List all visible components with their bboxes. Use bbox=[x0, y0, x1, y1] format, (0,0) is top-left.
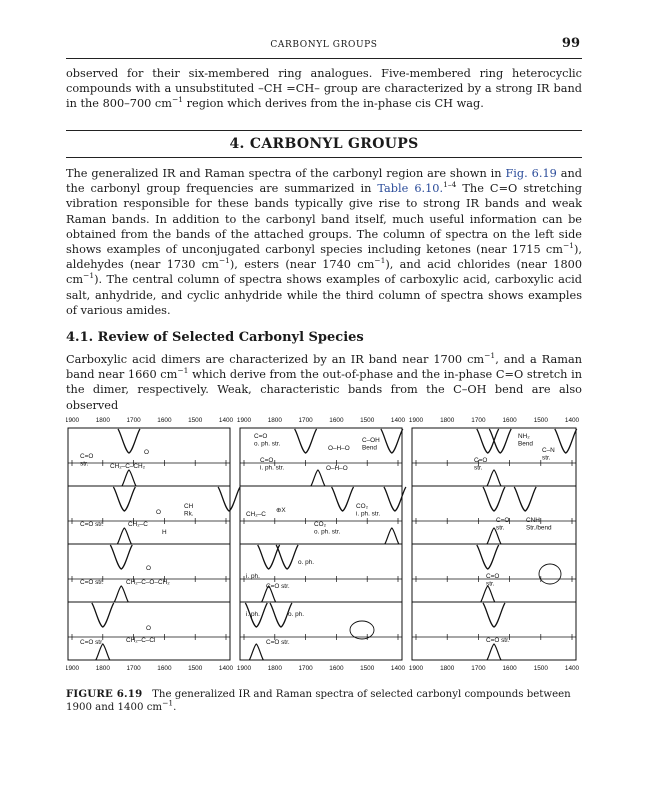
top-tick-label: 1900 bbox=[66, 417, 80, 424]
ir-band bbox=[381, 429, 403, 453]
subsection-title: 4.1. Review of Selected Carbonyl Species bbox=[66, 330, 364, 345]
top-tick-label: 1400 bbox=[390, 417, 406, 424]
ir-band bbox=[483, 603, 505, 627]
cyclic-anhydride-iph: i. ph. bbox=[246, 611, 260, 618]
top-tick-label: 1800 bbox=[440, 417, 455, 424]
bottom-tick-label: 1400 bbox=[390, 665, 406, 672]
top-tick-label: 1700 bbox=[471, 417, 486, 424]
bottom-tick-label: 1400 bbox=[564, 665, 580, 672]
top-tick-label: 1700 bbox=[126, 417, 141, 424]
ir-band bbox=[276, 545, 298, 569]
ir-band bbox=[218, 487, 240, 511]
acid-co-iph: i. ph. str. bbox=[260, 464, 285, 472]
acid-chloride-label: C=O str. bbox=[80, 639, 104, 646]
anhydride-oph: o. ph. bbox=[298, 559, 314, 566]
aldehyde-label: C=O str. bbox=[80, 521, 104, 528]
bottom-tick-label: 1700 bbox=[126, 665, 141, 672]
raman-band bbox=[481, 586, 495, 602]
amide1-nh2-label: Bend bbox=[518, 440, 533, 448]
bottom-tick-label: 1500 bbox=[360, 665, 375, 672]
amide2-cnh-label: Str./bend bbox=[526, 524, 552, 532]
acid-co-oph: C=O bbox=[254, 433, 268, 440]
ester-o: O bbox=[146, 565, 151, 572]
ir-band bbox=[483, 487, 505, 511]
amide1-co-label: str. bbox=[474, 464, 483, 472]
acid-dimer-bot: O–H–O bbox=[326, 465, 348, 472]
carbonyl-paragraph: The generalized IR and Raman spectra of the carbonyl region are shown in Fig. 6.19 and the carbonyl group frequencies are summarized in Table 6.10.$^{1-4}$ The C=O stretching vibration responsible for these bands typically give rise to strong IR bands and weak Raman bands. In addition to the carbonyl band itself, much useful information can be obtained from the bands of the attached groups. The column of spectra on the left side shows examples of unconjugated carbonyl species including ketones (near 1715 $cm^{-1}$), aldehydes (near 1730 $cm^{-1}$), esters (near 1740 $cm^{-1}$), and acid chlorides (near 1800 $cm^{-1}$). The central column of spectra shows examples of carboxylic acid, carboxylic acid salt, anhydride, and cyclic anhydride while the third column of spectra shows examples of various amides. bbox=[66, 167, 583, 317]
amide3-co-label: C=O str. bbox=[486, 637, 510, 644]
figure-6-19 bbox=[66, 414, 582, 678]
ketone-label: str. bbox=[80, 460, 89, 468]
acid-co-iph: C=O bbox=[260, 457, 274, 464]
aldehyde-h: H bbox=[162, 529, 167, 536]
cyclic-anhydride-co: C=O str. bbox=[266, 639, 290, 646]
amide1-nh2-label: NH₂ bbox=[518, 433, 530, 440]
top-tick-label: 1800 bbox=[95, 417, 110, 424]
amide1-cn-label: str. bbox=[542, 454, 551, 462]
carboxylic-paragraph: Carboxylic acid dimers are characterized by an IR band near 1700 $cm^{-1}$, and a Raman band near 1660 $cm^{-1}$ which derive from the out-of-phase and the in-phase C=O stretch in the dimer, respectively. Weak, characteristic bands from the C–OH bend are also observed bbox=[66, 351, 582, 412]
acid-dimer-top: O–H–O bbox=[328, 445, 350, 452]
raman-band bbox=[487, 470, 501, 486]
cyclic-anhydride-oph: o. ph. bbox=[288, 611, 304, 618]
ketone-formula: CH₂–C–CH₂ bbox=[110, 463, 146, 470]
ir-band bbox=[110, 545, 132, 569]
page-number: 99 bbox=[561, 36, 580, 51]
bottom-tick-label: 1800 bbox=[440, 665, 455, 672]
bottom-tick-label: 1700 bbox=[298, 665, 313, 672]
top-tick-label: 1600 bbox=[329, 417, 344, 424]
bottom-tick-label: 1400 bbox=[218, 665, 234, 672]
acid-chloride-o: O bbox=[146, 625, 151, 632]
lactam-co-label: C=O bbox=[486, 573, 500, 580]
acid-coh: C–OH bbox=[362, 437, 380, 444]
bottom-tick-label: 1900 bbox=[408, 665, 424, 672]
anhydride-iph: i. ph. bbox=[246, 573, 260, 580]
raman-band bbox=[249, 644, 263, 660]
raman-band bbox=[122, 470, 136, 486]
top-tick-label: 1900 bbox=[408, 417, 424, 424]
ester-formula: CH₂–C–O–CH₂ bbox=[126, 579, 170, 586]
running-title: CARBONYL GROUPS bbox=[270, 40, 378, 50]
acid-coh: Bend bbox=[362, 444, 377, 452]
raman-band bbox=[117, 528, 131, 544]
ir-band bbox=[332, 487, 354, 511]
section-title: 4. CARBONYL GROUPS bbox=[229, 136, 419, 152]
salt-co2-oph: CO₂ bbox=[314, 521, 327, 528]
lactam-ring bbox=[539, 564, 561, 584]
aldehyde-ch-label: Rk. bbox=[184, 510, 194, 518]
aldehyde-ch-label: CH bbox=[184, 503, 194, 510]
salt-co2-iph: i. ph. str. bbox=[356, 510, 381, 518]
ir-band bbox=[92, 603, 114, 627]
salt-x: ⊕X bbox=[276, 507, 286, 514]
raman-band bbox=[311, 470, 325, 486]
ir-band bbox=[113, 487, 135, 511]
raman-band bbox=[487, 644, 501, 660]
figure-caption: FIGURE 6.19 The generalized IR and Raman spectra of selected carbonyl compounds between 1900 and 1400 $cm^{-1}$. bbox=[66, 688, 571, 713]
top-tick-label: 1700 bbox=[298, 417, 313, 424]
bottom-tick-label: 1700 bbox=[471, 665, 486, 672]
ir-band bbox=[489, 429, 511, 453]
ir-band bbox=[258, 545, 280, 569]
top-tick-label: 1600 bbox=[157, 417, 172, 424]
top-tick-label: 1400 bbox=[218, 417, 234, 424]
ir-band bbox=[477, 429, 499, 453]
table-reference-link[interactable]: Table 6.10. bbox=[377, 182, 444, 196]
bottom-tick-label: 1900 bbox=[66, 665, 80, 672]
raman-band bbox=[385, 528, 399, 544]
aldehyde-formula: CH₂–C bbox=[128, 521, 148, 528]
aldehyde-o: O bbox=[156, 509, 161, 516]
ketone-o: O bbox=[144, 449, 149, 456]
amide1-cn-label: C–N bbox=[542, 447, 555, 454]
top-tick-label: 1500 bbox=[188, 417, 203, 424]
bottom-tick-label: 1800 bbox=[95, 665, 110, 672]
top-tick-label: 1900 bbox=[236, 417, 252, 424]
anhydride-co: C=O str. bbox=[266, 583, 290, 590]
salt-formula: CH₂–C bbox=[246, 511, 266, 518]
ir-band bbox=[295, 429, 317, 453]
acid-co-oph: o. ph. str. bbox=[254, 440, 281, 448]
acid-chloride-formula: CH₂–C–Cl bbox=[126, 637, 156, 644]
bottom-tick-label: 1500 bbox=[188, 665, 203, 672]
citation-superscript[interactable]: 1–4 bbox=[443, 180, 457, 190]
bottom-tick-label: 1800 bbox=[267, 665, 282, 672]
amide2-co-label: str. bbox=[496, 524, 505, 532]
cyclic-anhydride-ring bbox=[350, 621, 374, 639]
ester-label: C=O str. bbox=[80, 579, 104, 586]
salt-co2-iph: CO₂ bbox=[356, 503, 369, 510]
ir-band bbox=[118, 429, 140, 453]
ir-band bbox=[477, 545, 499, 569]
top-tick-label: 1500 bbox=[360, 417, 375, 424]
amide2-co-label: C=O bbox=[496, 517, 510, 524]
top-tick-label: 1600 bbox=[502, 417, 517, 424]
ir-band bbox=[514, 487, 536, 511]
bottom-tick-label: 1900 bbox=[236, 665, 252, 672]
bottom-tick-label: 1600 bbox=[329, 665, 344, 672]
bottom-tick-label: 1600 bbox=[502, 665, 517, 672]
ketone-label: C=O bbox=[80, 453, 94, 460]
raman-band bbox=[96, 644, 110, 660]
section-heading bbox=[66, 130, 582, 158]
bottom-tick-label: 1500 bbox=[533, 665, 548, 672]
caption-label: FIGURE 6.19 bbox=[66, 688, 143, 700]
bottom-tick-label: 1600 bbox=[157, 665, 172, 672]
raman-band bbox=[114, 586, 128, 602]
running-header bbox=[66, 36, 582, 59]
lactam-co-label: str. bbox=[486, 580, 495, 588]
amide2-cnh-label: CNH bbox=[526, 517, 540, 524]
top-tick-label: 1800 bbox=[267, 417, 282, 424]
ir-band bbox=[555, 429, 577, 453]
salt-co2-oph: o. ph. str. bbox=[314, 528, 341, 536]
amide1-co-label: C=O bbox=[474, 457, 488, 464]
top-tick-label: 1400 bbox=[564, 417, 580, 424]
intro-paragraph: observed for their six-membered ring analogues. Five-membered ring heterocyclic compounds with a unsubstituted –CH =CH– group are characterized by a strong IR band in the 800–700 $cm^{-1}$ region which derives from the in-phase cis CH wag. bbox=[66, 67, 582, 111]
spectra-figure bbox=[66, 414, 582, 678]
top-tick-label: 1500 bbox=[533, 417, 548, 424]
ir-band bbox=[384, 487, 406, 511]
figure-reference-link[interactable]: Fig. 6.19 bbox=[505, 167, 557, 180]
caption-text: The generalized IR and Raman spectra of selected carbonyl compounds between 1900 and 1400 cm bbox=[66, 689, 571, 713]
